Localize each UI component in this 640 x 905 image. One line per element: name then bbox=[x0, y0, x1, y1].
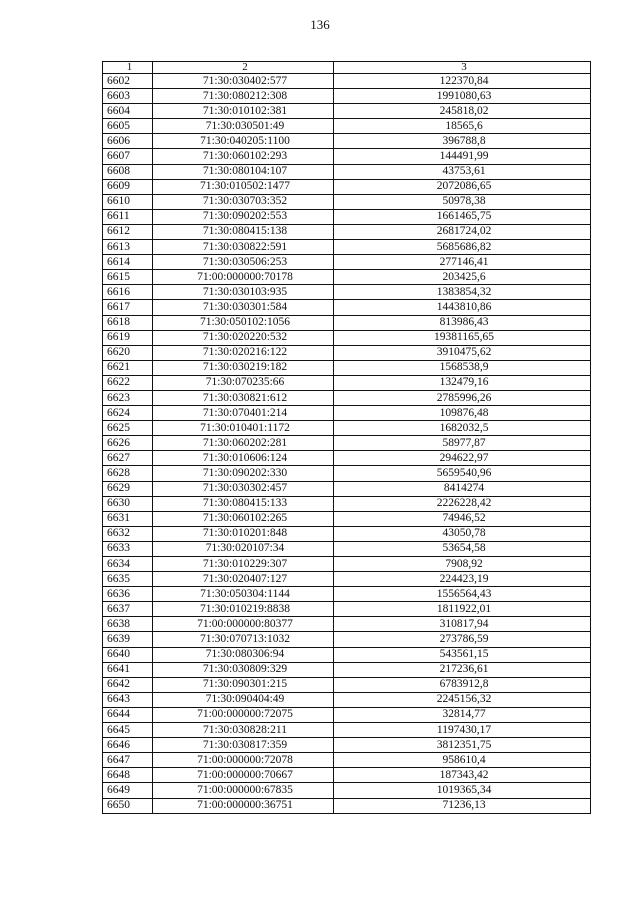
table-row bbox=[103, 330, 591, 345]
cadastral-number-cell: 71:30:060102:265 bbox=[153, 511, 334, 526]
cadastral-number-cell: 71:30:030506:253 bbox=[153, 255, 334, 270]
cadastral-number-cell: 71:30:020407:127 bbox=[153, 572, 334, 587]
value-cell: 3910475,62 bbox=[334, 345, 591, 360]
row-number-cell: 6635 bbox=[103, 572, 153, 587]
row-number-cell: 6647 bbox=[103, 753, 153, 768]
row-number-cell: 6625 bbox=[103, 421, 153, 436]
value-cell: 5685686,82 bbox=[334, 240, 591, 255]
row-number-cell: 6632 bbox=[103, 526, 153, 541]
cadastral-number-cell: 71:30:080415:133 bbox=[153, 496, 334, 511]
row-number-cell: 6605 bbox=[103, 119, 153, 134]
row-number-cell: 6639 bbox=[103, 632, 153, 647]
table-row bbox=[103, 496, 591, 511]
cadastral-number-cell: 71:30:030501:49 bbox=[153, 119, 334, 134]
value-cell: 1443810,86 bbox=[334, 300, 591, 315]
table-row bbox=[103, 224, 591, 239]
row-number-cell: 6621 bbox=[103, 360, 153, 375]
table-row bbox=[103, 466, 591, 481]
row-number-cell: 6646 bbox=[103, 738, 153, 753]
table-row bbox=[103, 209, 591, 224]
value-cell: 32814,77 bbox=[334, 707, 591, 722]
value-cell: 958610,4 bbox=[334, 753, 591, 768]
table-row bbox=[103, 119, 591, 134]
cadastral-number-cell: 71:00:000000:70178 bbox=[153, 270, 334, 285]
cadastral-number-cell: 71:30:030828:211 bbox=[153, 723, 334, 738]
row-number-cell: 6648 bbox=[103, 768, 153, 783]
value-cell: 1568538,9 bbox=[334, 360, 591, 375]
row-number-cell: 6624 bbox=[103, 406, 153, 421]
table-row bbox=[103, 677, 591, 692]
table-row bbox=[103, 270, 591, 285]
cadastral-number-cell: 71:30:080415:138 bbox=[153, 224, 334, 239]
value-cell: 53654,58 bbox=[334, 541, 591, 556]
table-row bbox=[103, 315, 591, 330]
row-number-cell: 6614 bbox=[103, 255, 153, 270]
row-number-cell: 6604 bbox=[103, 104, 153, 119]
value-cell: 2785996,26 bbox=[334, 390, 591, 405]
cadastral-number-cell: 71:30:070401:214 bbox=[153, 406, 334, 421]
row-number-cell: 6638 bbox=[103, 617, 153, 632]
cadastral-number-cell: 71:00:000000:70667 bbox=[153, 768, 334, 783]
cadastral-number-cell: 71:30:020220:532 bbox=[153, 330, 334, 345]
value-cell: 144491,99 bbox=[334, 149, 591, 164]
value-cell: 132479,16 bbox=[334, 375, 591, 390]
value-cell: 1197430,17 bbox=[334, 723, 591, 738]
row-number-cell: 6641 bbox=[103, 662, 153, 677]
cadastral-number-cell: 71:30:080212:308 bbox=[153, 89, 334, 104]
table-row bbox=[103, 541, 591, 556]
value-cell: 543561,15 bbox=[334, 647, 591, 662]
value-cell: 396788,8 bbox=[334, 134, 591, 149]
cadastral-number-cell: 71:30:030302:457 bbox=[153, 481, 334, 496]
cadastral-number-cell: 71:00:000000:72078 bbox=[153, 753, 334, 768]
table-body bbox=[103, 74, 591, 814]
value-cell: 310817,94 bbox=[334, 617, 591, 632]
cadastral-number-cell: 71:30:080306:94 bbox=[153, 647, 334, 662]
value-cell: 277146,41 bbox=[334, 255, 591, 270]
table-row bbox=[103, 285, 591, 300]
row-number-cell: 6628 bbox=[103, 466, 153, 481]
value-cell: 71236,13 bbox=[334, 798, 591, 813]
table-row bbox=[103, 707, 591, 722]
table-row bbox=[103, 406, 591, 421]
cadastral-number-cell: 71:30:070235:66 bbox=[153, 375, 334, 390]
row-number-cell: 6602 bbox=[103, 74, 153, 89]
table-row bbox=[103, 662, 591, 677]
table-row bbox=[103, 421, 591, 436]
row-number-cell: 6645 bbox=[103, 723, 153, 738]
table-row bbox=[103, 692, 591, 707]
cadastral-number-cell: 71:30:050304:1144 bbox=[153, 587, 334, 602]
row-number-cell: 6644 bbox=[103, 707, 153, 722]
row-number-cell: 6640 bbox=[103, 647, 153, 662]
row-number-cell: 6610 bbox=[103, 194, 153, 209]
table-row bbox=[103, 164, 591, 179]
row-number-cell: 6626 bbox=[103, 436, 153, 451]
cadastral-number-cell: 71:30:010102:381 bbox=[153, 104, 334, 119]
value-cell: 2072086,65 bbox=[334, 179, 591, 194]
table-row bbox=[103, 557, 591, 572]
value-cell: 813986,43 bbox=[334, 315, 591, 330]
column-header-1: 1 bbox=[103, 62, 153, 74]
table-row bbox=[103, 104, 591, 119]
cadastral-number-cell: 71:00:000000:36751 bbox=[153, 798, 334, 813]
value-cell: 8414274 bbox=[334, 481, 591, 496]
row-number-cell: 6629 bbox=[103, 481, 153, 496]
cadastral-number-cell: 71:30:090301:215 bbox=[153, 677, 334, 692]
table-row bbox=[103, 481, 591, 496]
value-cell: 58977,87 bbox=[334, 436, 591, 451]
cadastral-number-cell: 71:30:040205:1100 bbox=[153, 134, 334, 149]
table-row bbox=[103, 511, 591, 526]
cadastral-number-cell: 71:30:020216:122 bbox=[153, 345, 334, 360]
cadastral-number-cell: 71:30:090404:49 bbox=[153, 692, 334, 707]
row-number-cell: 6607 bbox=[103, 149, 153, 164]
value-cell: 224423,19 bbox=[334, 572, 591, 587]
row-number-cell: 6609 bbox=[103, 179, 153, 194]
value-cell: 43050,78 bbox=[334, 526, 591, 541]
value-cell: 245818,02 bbox=[334, 104, 591, 119]
row-number-cell: 6633 bbox=[103, 541, 153, 556]
row-number-cell: 6649 bbox=[103, 783, 153, 798]
row-number-cell: 6618 bbox=[103, 315, 153, 330]
row-number-cell: 6620 bbox=[103, 345, 153, 360]
value-cell: 1991080,63 bbox=[334, 89, 591, 104]
table-row bbox=[103, 768, 591, 783]
cadastral-number-cell: 71:30:010606:124 bbox=[153, 451, 334, 466]
value-cell: 122370,84 bbox=[334, 74, 591, 89]
table-row bbox=[103, 194, 591, 209]
row-number-cell: 6634 bbox=[103, 557, 153, 572]
cadastral-number-cell: 71:30:060102:293 bbox=[153, 149, 334, 164]
table-row bbox=[103, 255, 591, 270]
value-cell: 2681724,02 bbox=[334, 224, 591, 239]
page-number: 136 bbox=[310, 17, 330, 32]
value-cell: 74946,52 bbox=[334, 511, 591, 526]
table-row bbox=[103, 436, 591, 451]
table-row bbox=[103, 798, 591, 813]
value-cell: 6783912,8 bbox=[334, 677, 591, 692]
value-cell: 43753,61 bbox=[334, 164, 591, 179]
value-cell: 1019365,34 bbox=[334, 783, 591, 798]
row-number-cell: 6613 bbox=[103, 240, 153, 255]
cadastral-number-cell: 71:30:030703:352 bbox=[153, 194, 334, 209]
value-cell: 19381165,65 bbox=[334, 330, 591, 345]
row-number-cell: 6606 bbox=[103, 134, 153, 149]
row-number-cell: 6631 bbox=[103, 511, 153, 526]
table-row bbox=[103, 360, 591, 375]
value-cell: 1811922,01 bbox=[334, 602, 591, 617]
cadastral-number-cell: 71:30:090202:330 bbox=[153, 466, 334, 481]
row-number-cell: 6650 bbox=[103, 798, 153, 813]
row-number-cell: 6636 bbox=[103, 587, 153, 602]
value-cell: 1383854,32 bbox=[334, 285, 591, 300]
cadastral-number-cell: 71:30:030817:359 bbox=[153, 738, 334, 753]
table-row bbox=[103, 526, 591, 541]
column-header-3: 3 bbox=[334, 62, 591, 74]
table-row bbox=[103, 134, 591, 149]
cadastral-number-cell: 71:30:030809:329 bbox=[153, 662, 334, 677]
cadastral-number-cell: 71:30:010502:1477 bbox=[153, 179, 334, 194]
row-number-cell: 6603 bbox=[103, 89, 153, 104]
value-cell: 203425,6 bbox=[334, 270, 591, 285]
cadastral-number-cell: 71:00:000000:80377 bbox=[153, 617, 334, 632]
row-number-cell: 6619 bbox=[103, 330, 153, 345]
value-cell: 18565,6 bbox=[334, 119, 591, 134]
row-number-cell: 6616 bbox=[103, 285, 153, 300]
value-cell: 294622,97 bbox=[334, 451, 591, 466]
cadastral-number-cell: 71:30:070713:1032 bbox=[153, 632, 334, 647]
cadastral-number-cell: 71:30:030821:612 bbox=[153, 390, 334, 405]
table-row bbox=[103, 647, 591, 662]
cadastral-number-cell: 71:30:090202:553 bbox=[153, 209, 334, 224]
column-header-2: 2 bbox=[153, 62, 334, 74]
cadastral-number-cell: 71:30:030219:182 bbox=[153, 360, 334, 375]
table-header-row bbox=[103, 62, 591, 74]
table-row bbox=[103, 300, 591, 315]
row-number-cell: 6642 bbox=[103, 677, 153, 692]
table-row bbox=[103, 587, 591, 602]
table-row bbox=[103, 390, 591, 405]
table-row bbox=[103, 149, 591, 164]
table-row bbox=[103, 783, 591, 798]
row-number-cell: 6630 bbox=[103, 496, 153, 511]
value-cell: 3812351,75 bbox=[334, 738, 591, 753]
cadastral-number-cell: 71:30:050102:1056 bbox=[153, 315, 334, 330]
table-row bbox=[103, 375, 591, 390]
table-row bbox=[103, 738, 591, 753]
table-row bbox=[103, 179, 591, 194]
table-row bbox=[103, 74, 591, 89]
row-number-cell: 6637 bbox=[103, 602, 153, 617]
table-row bbox=[103, 753, 591, 768]
table-row bbox=[103, 632, 591, 647]
value-cell: 217236,61 bbox=[334, 662, 591, 677]
table-row bbox=[103, 345, 591, 360]
cadastral-number-cell: 71:30:020107:34 bbox=[153, 541, 334, 556]
cadastral-number-cell: 71:30:080104:107 bbox=[153, 164, 334, 179]
table-row bbox=[103, 240, 591, 255]
row-number-cell: 6617 bbox=[103, 300, 153, 315]
cadastral-number-cell: 71:00:000000:72075 bbox=[153, 707, 334, 722]
cadastral-value-table bbox=[102, 61, 591, 814]
cadastral-number-cell: 71:00:000000:67835 bbox=[153, 783, 334, 798]
row-number-cell: 6623 bbox=[103, 390, 153, 405]
cadastral-number-cell: 71:30:010201:848 bbox=[153, 526, 334, 541]
table-row bbox=[103, 723, 591, 738]
cadastral-number-cell: 71:30:030402:577 bbox=[153, 74, 334, 89]
row-number-cell: 6615 bbox=[103, 270, 153, 285]
row-number-cell: 6627 bbox=[103, 451, 153, 466]
cadastral-number-cell: 71:30:060202:281 bbox=[153, 436, 334, 451]
value-cell: 2245156,32 bbox=[334, 692, 591, 707]
table-row bbox=[103, 89, 591, 104]
value-cell: 109876,48 bbox=[334, 406, 591, 421]
value-cell: 1682032,5 bbox=[334, 421, 591, 436]
row-number-cell: 6622 bbox=[103, 375, 153, 390]
cadastral-number-cell: 71:30:010229:307 bbox=[153, 557, 334, 572]
value-cell: 2226228,42 bbox=[334, 496, 591, 511]
value-cell: 5659540,96 bbox=[334, 466, 591, 481]
table-row bbox=[103, 617, 591, 632]
value-cell: 50978,38 bbox=[334, 194, 591, 209]
value-cell: 187343,42 bbox=[334, 768, 591, 783]
table-row bbox=[103, 572, 591, 587]
row-number-cell: 6608 bbox=[103, 164, 153, 179]
table-row bbox=[103, 602, 591, 617]
row-number-cell: 6612 bbox=[103, 224, 153, 239]
cadastral-number-cell: 71:30:030301:584 bbox=[153, 300, 334, 315]
cadastral-number-cell: 71:30:030103:935 bbox=[153, 285, 334, 300]
cadastral-number-cell: 71:30:030822:591 bbox=[153, 240, 334, 255]
value-cell: 7908,92 bbox=[334, 557, 591, 572]
cadastral-number-cell: 71:30:010401:1172 bbox=[153, 421, 334, 436]
value-cell: 273786,59 bbox=[334, 632, 591, 647]
value-cell: 1556564,43 bbox=[334, 587, 591, 602]
value-cell: 1661465,75 bbox=[334, 209, 591, 224]
table-row bbox=[103, 451, 591, 466]
cadastral-number-cell: 71:30:010219:8838 bbox=[153, 602, 334, 617]
row-number-cell: 6611 bbox=[103, 209, 153, 224]
row-number-cell: 6643 bbox=[103, 692, 153, 707]
